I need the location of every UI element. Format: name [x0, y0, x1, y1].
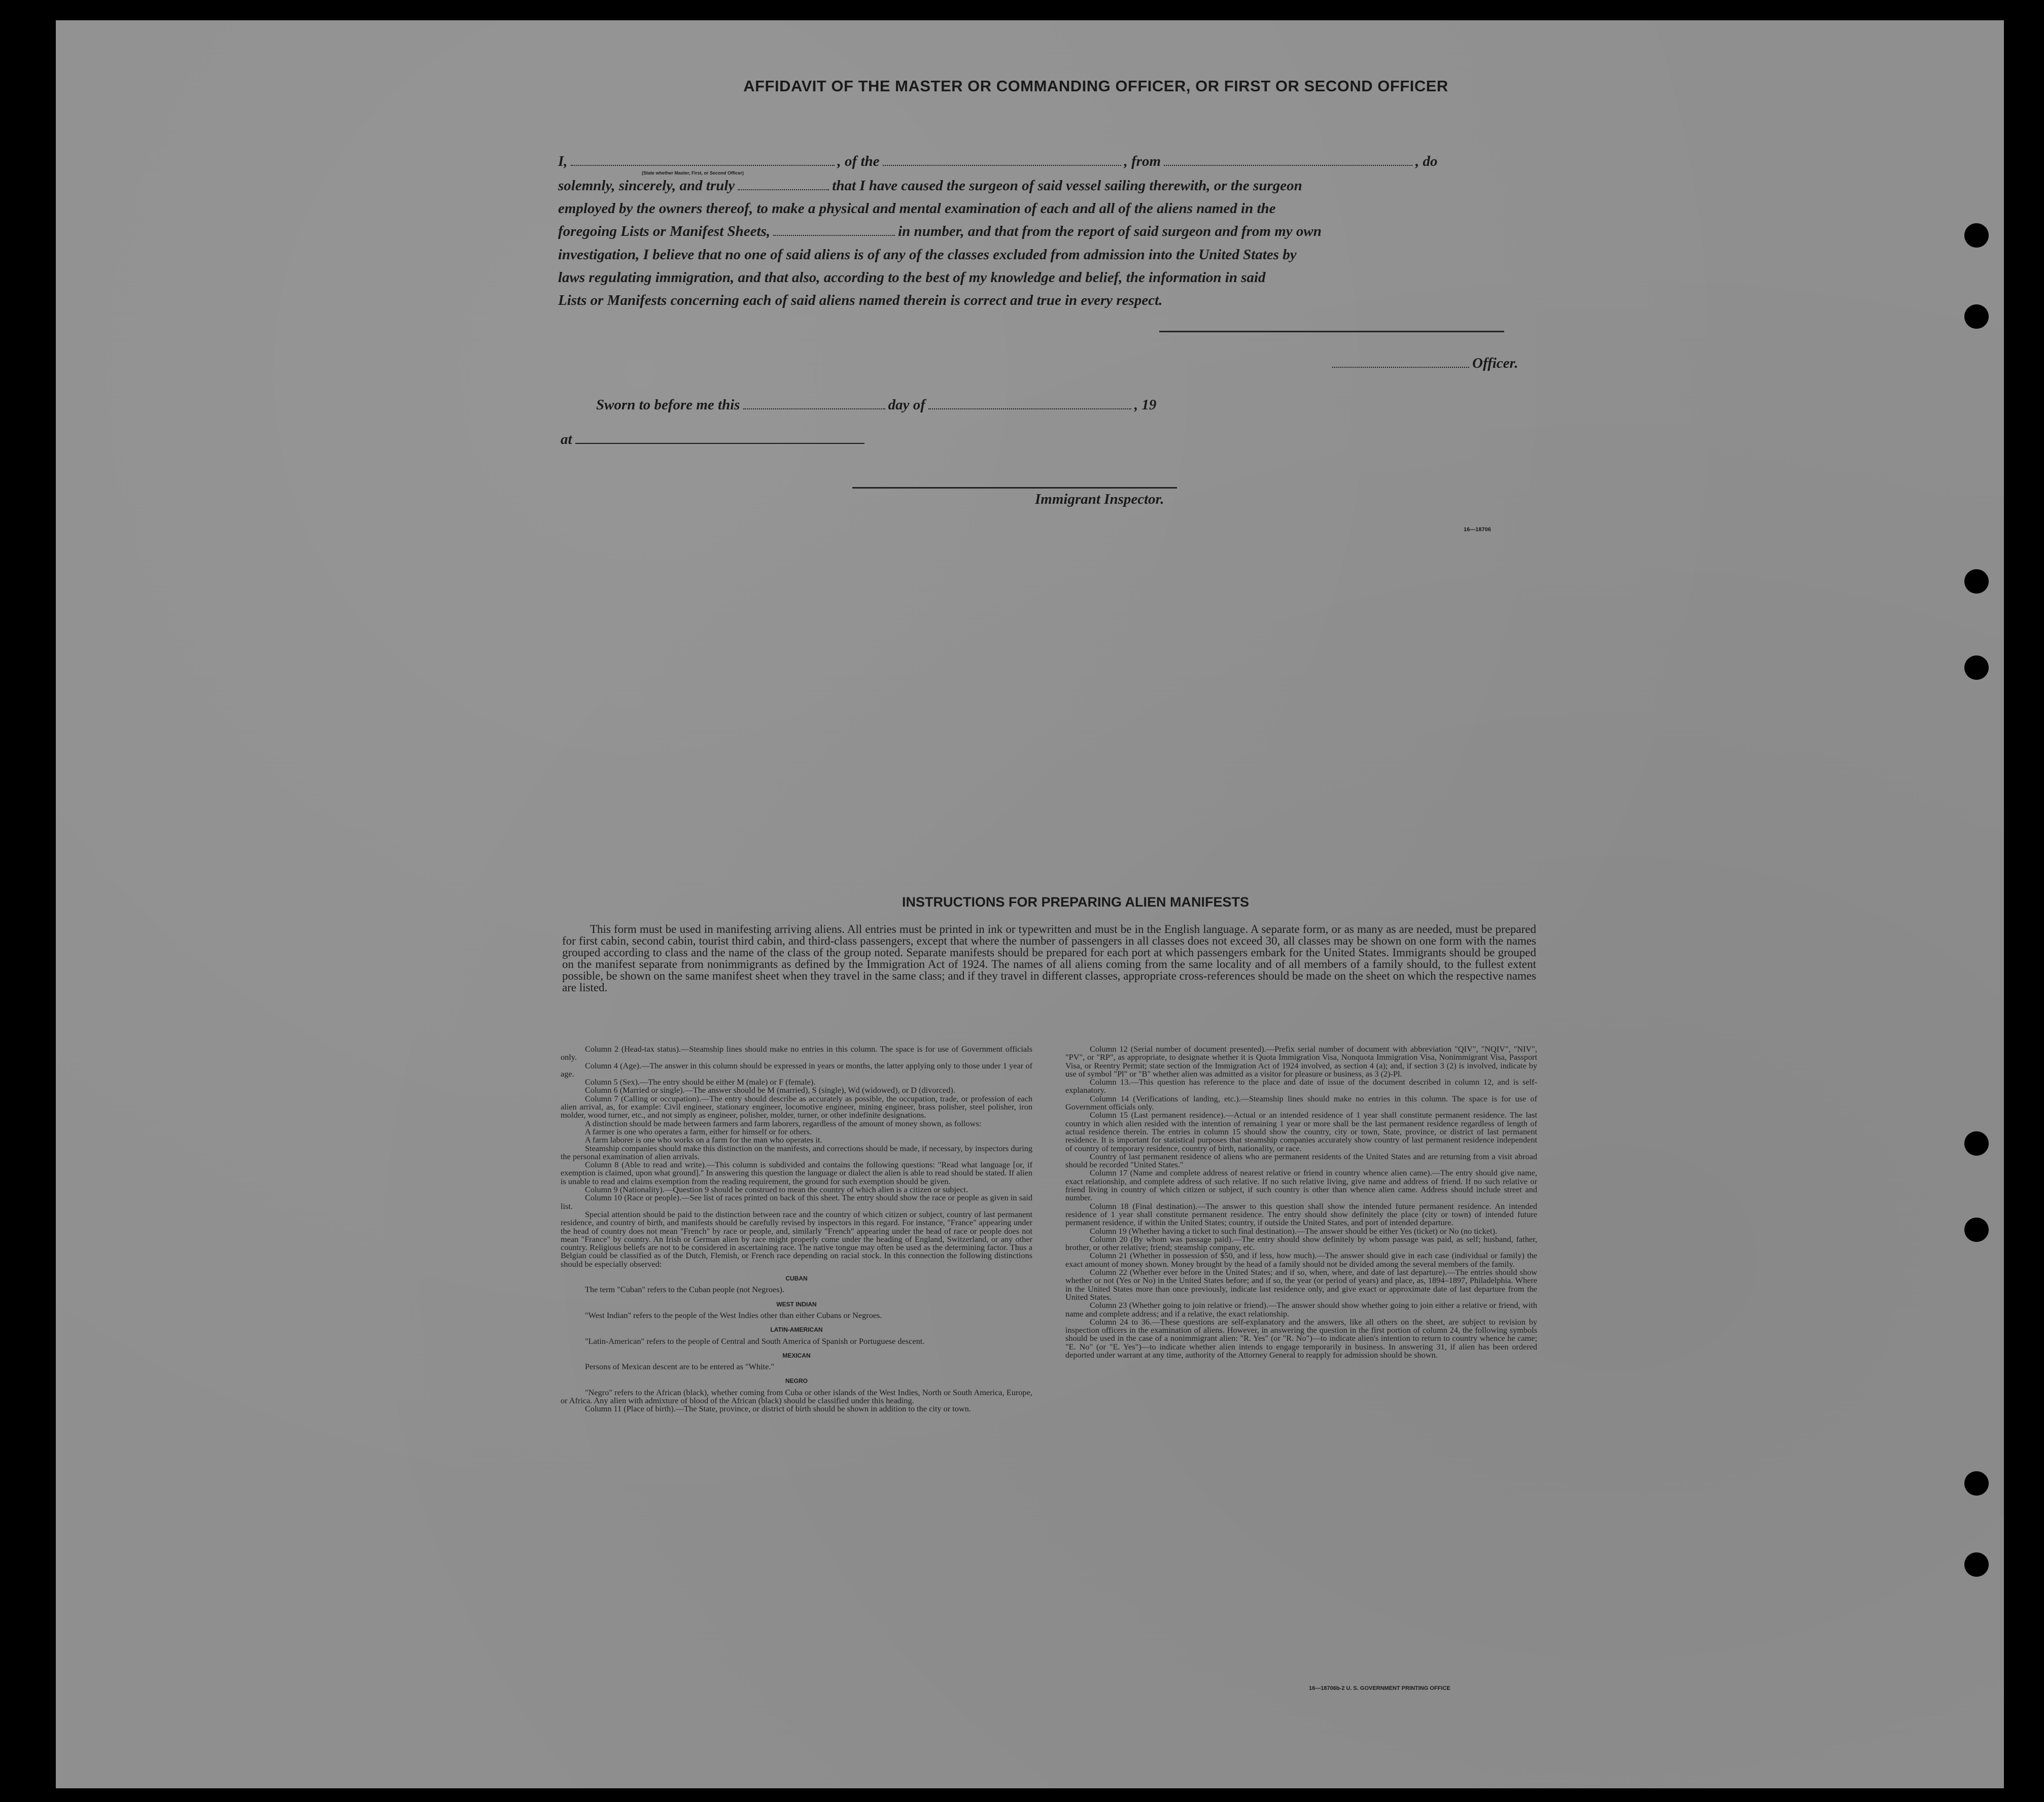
col17-text: Column 17 (Name and complete address of nearest relative or friend in country whence alien came).—The entry should give name, exact relationship, and complete address of such relative. If no such relative living, give name and address of friend. If no such relative or friend living in country of which citizen or subject, if such country is other than whence alien came. Address should include street and number. — [1065, 1168, 1537, 1203]
instructions-right-column — [1065, 1045, 1537, 1359]
punch-hole — [1964, 1218, 1989, 1242]
col18-text: Column 18 (Final destination).—The answer to this question shall show the intended future permanent residence. An intended residence of 1 year shall constitute permanent residence. The entry should show definitely the place (city or town) of intended future permanent residence, if within the United States; country, if outside the United States, and port of intended departure. — [1065, 1201, 1537, 1228]
at-blank[interactable] — [575, 432, 864, 444]
col13-text: Column 13.—This question has reference to the place and date of issue of the document described in column 12, and is self-explanatory. — [1065, 1077, 1537, 1095]
instructions-intro: This form must be used in manifesting arriving aliens. All entries must be printed in ink or typewritten and must be in the English language. A separate form, or as many as are needed, must be prepared for first cabin, second cabin, tourist third cabin, and third-class passengers, except that where the number of passengers in all classes does not exceed 30, all classes may be shown on one form with the names grouped according to class and the name of the class of the group noted. Separate manifests should be prepared for each port at which passengers embark for the United States. Immigrants should be grouped on the manifest separate from nonimmigrants as defined by the Immigration Act of 1924. The names of all aliens coming from the same locality and of all members of a family should, to the fullest extent possible, be shown on the same manifest sheet when they travel in the same class; and if they travel in different classes, appropriate cross-references should be made on the sheet on which the respective names are listed. — [562, 923, 1536, 994]
punch-hole — [1964, 1471, 1989, 1496]
text: , from — [1124, 153, 1161, 169]
col5-text: Column 5 (Sex).—The entry should be either M (male) or F (female). — [585, 1077, 816, 1087]
col11-text: Column 11 (Place of birth).—The State, province, or district of birth should be shown in addition to the city or town. — [585, 1404, 971, 1414]
text: foregoing Lists or Manifest Sheets, — [558, 223, 771, 239]
oath-blank[interactable] — [738, 178, 829, 190]
mexican-text: Persons of Mexican descent are to be entered as "White." — [585, 1362, 775, 1372]
col8-text: Column 8 (Able to read and write).—This column is subdivided and contains the following questions: "Read what language [or, if exemption is claimed, upon what ground]." In answering this question the language or dialect the alien is able to read should be stated. If alien is unable to read and claims exemption from the reading requirement, the ground for such exemption should be given. — [561, 1160, 1032, 1186]
officer-label: Officer. — [1472, 355, 1518, 371]
punch-hole — [1964, 1552, 1989, 1577]
text: , 19 — [1134, 397, 1157, 413]
text: day of — [888, 397, 925, 413]
affidavit-line-7: Lists or Manifests concerning each of said aliens named therein is correct and true in every respect. — [558, 292, 1163, 308]
mexican-heading: MEXICAN — [782, 1351, 811, 1359]
text: , do — [1415, 153, 1438, 169]
printing-office-footer: 16—18706b-2 U. S. GOVERNMENT PRINTING OFFICE — [1309, 1685, 1450, 1691]
cuban-text: The term "Cuban" refers to the Cuban people (not Negroes). — [585, 1285, 785, 1295]
form-number: 16—18706 — [1464, 527, 1491, 533]
farm-laborer-text: A farm laborer is one who works on a farm for the man who operates it. — [585, 1135, 822, 1145]
text: solemnly, sincerely, and truly — [558, 178, 735, 194]
rank-note: (State whether Master, First, or Second Officer) — [642, 170, 744, 176]
col14-text: Column 14 (Verifications of landing, etc.).—Steamship lines should make no entries in this column. The space is for use of Government officials only. — [1065, 1093, 1537, 1112]
signature-line[interactable] — [1159, 331, 1504, 332]
sworn-line — [596, 397, 1357, 413]
west-indian-text: "West Indian" refers to the people of the West Indies other than either Cubans or Negroes. — [585, 1310, 882, 1320]
affidavit-line-6: laws regulating immigration, and that also, according to the best of my knowledge and belief, the information in said — [558, 269, 1266, 286]
col15-text: Column 15 (Last permanent residence).—Actual or an intended residence of 1 year shall constitute permanent residence. The last country in which alien resided with the intention of remaining 1 year or more shall be the last permanent residence regardless of length of actual residence therein. The entries in column 15 should show the country, city or town, State, province, or district of last permanent residence. It is important for statistical purposes that steamship companies accurately show country of last permanent residence independent of country of temporary residence, country of birth, nationality, or race. — [1065, 1110, 1537, 1153]
affidavit-line-2 — [558, 178, 1522, 194]
punch-hole — [1964, 304, 1989, 329]
instructions-title: INSTRUCTIONS FOR PREPARING ALIEN MANIFESTS — [902, 894, 1250, 910]
col24-36-text: Column 24 to 36.—These questions are self-explanatory and the answers, like all others on the sheet, are subject to revision by inspection officers in the examination of aliens. However, in answering the question in the first portion of column 24, the following symbols should be used in the case of a nonimmigrant alien: "R. Yes" (or "R. No")—to indicate alien's intention to return to country whence he came; "E. No" (or "E. Yes")—to indicate whether alien intends to engage temporarily in business. In answering 31, if alien has been ordered deported under warrant at any time, authority of the Attorney General to reapply for admission should be shown. — [1065, 1316, 1537, 1360]
latin-american-heading: LATIN-AMERICAN — [770, 1326, 823, 1334]
punch-hole — [1964, 655, 1989, 680]
race-distinction-text: Special attention should be paid to the distinction between race and the country of which citizen or subject, country of last permanent residence, and country of birth, and manifests should be carefully revised by inspectors in this regard. For instance, "France" appearing under the head of country does not mean "French" by race or people, and, similarly "French" appearing under the head of race or people does not mean "France" by country. An Irish or German alien by race might properly come under the heading of England, Switzerland, or any other country. Religious beliefs are not to be considered in ascertaining race. The native tongue may often be used as the determining factor. Thus a Belgian could be classified as of the Dutch, Flemish, or French race depending on racial stock. In this connection the following distinctions should be especially observed: — [561, 1209, 1032, 1269]
col7-text: Column 7 (Calling or occupation).—The entry should describe as accurately as possible, the occupation, trade, or profession of each alien arrival, as, for example: Civil engineer, stationary engineer, locomotive engineer, mining engineer, brass polisher, steel polisher, iron molder, wood turner, etc., and not simply as engineer, polisher, molder, turner, or other indefinite designations. — [561, 1093, 1032, 1120]
col6-text: Column 6 (Married or single).—The answer should be M (married), S (single), Wd (widowed), or D (divorced). — [585, 1085, 955, 1095]
sheets-count-blank[interactable] — [773, 224, 895, 236]
text: in number, and that from the report of said surgeon and from my own — [898, 223, 1322, 239]
day-blank[interactable] — [743, 397, 885, 409]
us-residence-text: Country of last permanent residence of aliens who are permanent residents of the United States and are returning from a visit abroad should be recorded "United States." — [1065, 1151, 1537, 1170]
affidavit-line-4 — [558, 223, 1522, 240]
col4-text: Column 4 (Age).—The answer in this column should be expressed in years or months, the latter applying only to those under 1 year of age. — [561, 1060, 1032, 1079]
text: that I have caused the surgeon of said vessel sailing therewith, or the surgeon — [832, 178, 1302, 194]
text: at — [561, 431, 572, 447]
latin-american-text: "Latin-American" refers to the people of Central and South America of Spanish or Portuguese descent. — [585, 1336, 925, 1346]
col9-text: Column 9 (Nationality).—Question 9 should be construed to mean the country of which alien is a citizen or subject. — [585, 1185, 968, 1195]
farmer-text: A farmer is one who operates a farm, either for himself or for others. — [585, 1126, 812, 1136]
negro-text: "Negro" refers to the African (black), whether coming from Cuba or other islands of the West Indies, North or South America, Europe, or Africa. Any alien with admixture of blood of the African (black) should be classified under this heading. — [561, 1387, 1032, 1405]
officer-signature — [1329, 355, 1542, 372]
at-line — [561, 431, 916, 448]
affidavit-line-1 — [558, 153, 1522, 170]
month-blank[interactable] — [928, 397, 1131, 409]
vessel-blank[interactable] — [883, 154, 1121, 166]
from-blank[interactable] — [1164, 154, 1412, 166]
punch-hole — [1964, 223, 1989, 248]
punch-hole — [1964, 569, 1989, 594]
cuban-heading: CUBAN — [785, 1275, 808, 1283]
rank-blank[interactable] — [571, 154, 835, 166]
farm-distinction-text: A distinction should be made between farmers and farm laborers, regardless of the amount of money shown, as follows: — [585, 1118, 982, 1128]
inspector-signature-line[interactable] — [852, 487, 1177, 489]
steamship-text: Steamship companies should make this distinction on the manifests, and corrections should be made, if necessary, by inspectors during the personal examination of alien arrivals. — [561, 1143, 1032, 1161]
text: I, — [558, 153, 568, 169]
col23-text: Column 23 (Whether going to join relative or friend).—The answer should show whether going to join either a relative or friend, with name and complete address; and if a relative, the exact relationship. — [1065, 1300, 1537, 1319]
affidavit-line-3: employed by the owners thereof, to make a physical and mental examination of each and all of the aliens named in the — [558, 200, 1276, 217]
instructions-left-column — [561, 1045, 1032, 1413]
affidavit-title: AFFIDAVIT OF THE MASTER OR COMMANDING OFFICER, OR FIRST OR SECOND OFFICER — [743, 77, 1448, 95]
document-page — [56, 20, 2004, 1788]
col22-text: Column 22 (Whether ever before in the United States; and if so, when, where, and date of last departure).—The entries should show whether or not (Yes or No) in the United States before; and if so, the year (or period of years) and place, as, 1894–1897, Philadelphia. Where in the United States more than once previously, indicate last residence only, and give exact or approximate date of last departure from the United States. — [1065, 1267, 1537, 1302]
inspector-label: Immigrant Inspector. — [1035, 491, 1164, 507]
text: Sworn to before me this — [596, 397, 740, 413]
negro-heading: NEGRO — [785, 1377, 808, 1385]
officer-blank[interactable] — [1332, 356, 1469, 368]
col12-text: Column 12 (Serial number of document presented).—Prefix serial number of document with abbreviation "QIV", "NQIV", "NIV", "PV", or "RP", as appropriate, to designate whether it is Quota Immigration Visa, Nonquota Immigration Visa, Nonimmigrant Visa, Passport Visa, or Reentry Permit; state section of the Immigration Act of 1924 involved, as section 4 (a); and, if section 3 (2) is involved, indicate by use of symbol "Pl" or "B" whether alien was admitted as a visitor for pleasure or business, as 3 (2)-Pl. — [1065, 1044, 1537, 1079]
affidavit-line-5: investigation, I believe that no one of said aliens is of any of the classes excluded from admission into the United States by — [558, 247, 1297, 263]
col19-text: Column 19 (Whether having a ticket to such final destination).—The answer should be either Yes (ticket) or No (no ticket). — [1090, 1226, 1498, 1236]
west-indian-heading: WEST INDIAN — [776, 1300, 817, 1308]
col10-text: Column 10 (Race or people).—See list of races printed on back of this sheet. The entry should show the race or people as given in said list. — [561, 1193, 1032, 1211]
col20-text: Column 20 (By whom was passage paid).—The entry should show definitely by whom passage was paid, as self; husband, father, brother, or other relative; friend; steamship company, etc. — [1065, 1234, 1537, 1253]
punch-hole — [1964, 1131, 1989, 1156]
text: , of the — [837, 153, 880, 169]
col21-text: Column 21 (Whether in possession of $50, and if less, how much).—The answer should give in each case (individual or family) the exact amount of money shown. Money brought by the head of a family should not be divided among the several members of the family. — [1065, 1251, 1537, 1269]
col2-text: Column 2 (Head-tax status).—Steamship lines should make no entries in this column. The space is for use of Government officials only. — [561, 1044, 1032, 1062]
